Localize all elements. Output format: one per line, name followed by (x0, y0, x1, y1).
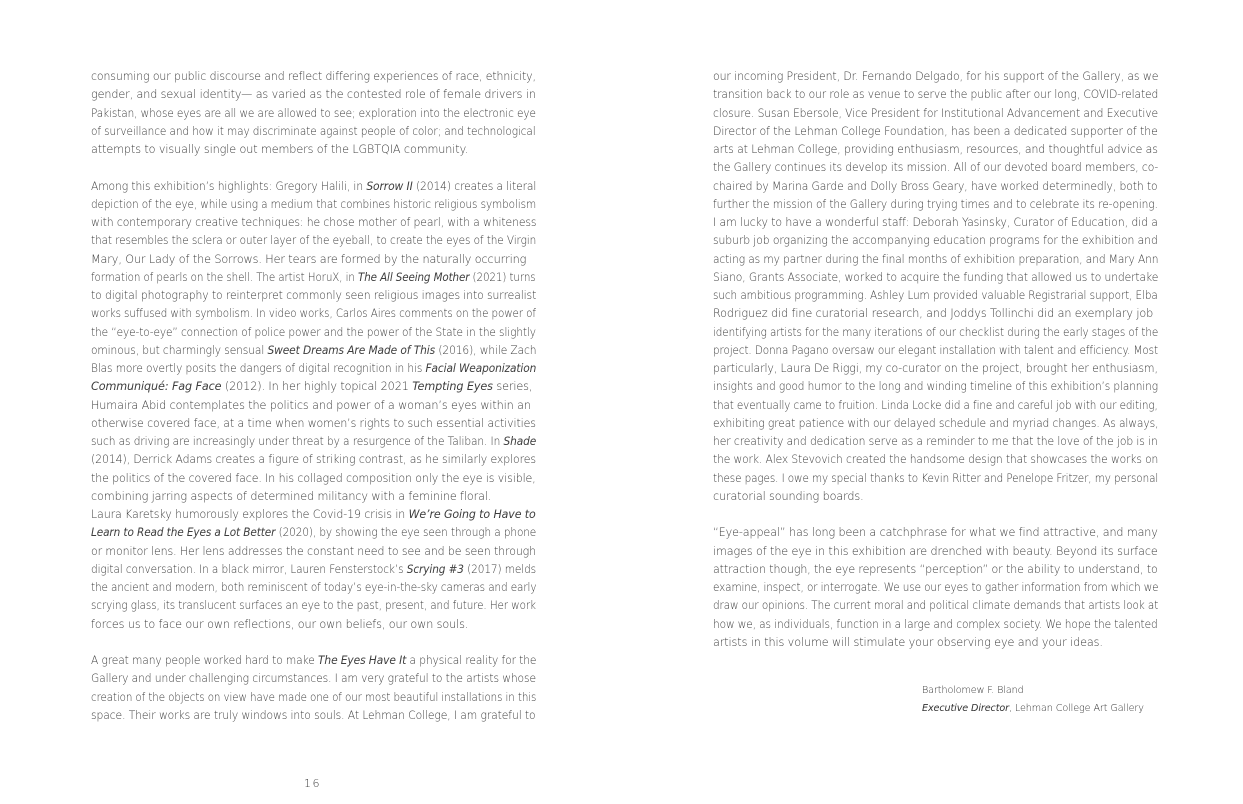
text-line (713, 305, 1158, 323)
text-segment: such ambitious programming. Ashley Lum provided valuable Registrarial support, Elba (713, 289, 1158, 302)
text-line (91, 524, 537, 542)
text-segment: with contemporary creative techniques: he chose mother of pearl, with a whiteness (91, 216, 537, 229)
text-line (713, 561, 1158, 579)
text-line (713, 597, 1159, 615)
text-line (91, 269, 536, 287)
text-line (713, 68, 1159, 86)
paragraph-break (91, 159, 536, 177)
text-line (91, 342, 537, 360)
text-line (713, 488, 1158, 506)
text-line (713, 433, 1158, 451)
text-segment: Gallery and under challenging circumstances. I am very grateful to the artists whose (91, 672, 536, 686)
text-segment: curatorial sounding boards. (713, 489, 864, 503)
signature-institution: , Lehman College Art Gallery (1009, 702, 1144, 714)
text-segment: (2012). In her highly topical 2021 (221, 380, 413, 394)
artwork-title: Tempting Eyes (412, 380, 493, 394)
text-line (91, 415, 536, 433)
text-segment: (2014) creates a literal (412, 179, 537, 193)
text-line (713, 378, 1158, 396)
text-line (91, 360, 537, 378)
text-segment: the ancient and modern, both reminiscent of today’s eye-in-the-sky cameras and early (91, 581, 537, 594)
paragraph-break (713, 506, 1158, 524)
text-segment: (2017) melds (463, 562, 537, 576)
text-segment: Mary, Our Lady of the Sorrows. Her tears are formed by the naturally occurring (91, 252, 527, 266)
right-text-column (713, 68, 1158, 652)
text-line (91, 86, 535, 104)
text-segment: (2020), by showing the eye seen through a phone (275, 526, 537, 540)
text-segment: the Gallery continues its develop its mission. All of our devoted board members, co- (713, 161, 1159, 175)
text-segment: the work. Alex Stevovich created the handsome design that showcases the works on (713, 453, 1159, 467)
text-line (91, 579, 537, 597)
text-segment: images of the eye in this exhibition are drenched with beauty. Beyond its surface (713, 544, 1158, 558)
text-line (713, 105, 1158, 123)
text-segment: attempts to visually single out members of the LGBTQIA community. (91, 143, 468, 156)
artwork-title: Learn to Read the Eyes a Lot Better (91, 526, 276, 540)
text-line (713, 634, 1158, 652)
text-line (713, 86, 1159, 104)
text-segment: gender, and sexual identity— as varied as the contested role of female drivers in (91, 88, 536, 102)
text-segment: chaired by Marina Garde and Dolly Bross Geary, have worked determinedly, both to (713, 179, 1158, 193)
text-line (91, 196, 537, 214)
text-line (91, 652, 537, 670)
text-segment: suburb job organizing the accompanying education programs for the exhibition and (713, 234, 1158, 248)
text-segment: Blas more overtly posits the dangers of digital recognition in his (91, 362, 426, 375)
text-line (713, 269, 1159, 287)
text-line (713, 360, 1158, 378)
text-segment: combining jarring aspects of determined militancy with a feminine floral. (91, 489, 492, 503)
artwork-title: Scrying #3 (406, 562, 464, 576)
text-line (713, 397, 1158, 415)
text-segment: (2021) turns (469, 270, 536, 284)
artwork-title: Sorrow II (366, 179, 413, 193)
text-line (713, 470, 1159, 488)
signature-title-line (922, 700, 1144, 718)
text-segment: closure. Susan Ebersole, Vice President for Institutional Advancement and Executive (713, 106, 1158, 120)
text-segment: draw our opinions. The current moral and political climate demands that artists look at (713, 599, 1159, 613)
text-line (91, 68, 536, 86)
text-line (713, 451, 1159, 469)
text-segment: particularly, Laura De Riggi, my co-curator on the project, brought her enthusiasm, (713, 362, 1158, 375)
text-line (91, 561, 537, 579)
text-segment: digital conversation. In a black mirror, Lauren Fensterstock’s (91, 562, 407, 576)
text-segment: formation of pearls on the shell. The artist HoruX, in (91, 270, 359, 284)
text-line (713, 251, 1159, 269)
artwork-title: The Eyes Have It (318, 654, 407, 667)
text-line (713, 579, 1159, 597)
text-line (91, 707, 536, 725)
text-segment: A great many people worked hard to make (91, 654, 319, 667)
text-segment: artists in this volume will stimulate your observing eye and your ideas. (713, 635, 1103, 649)
text-segment: forces us to face our own reflections, our own beliefs, our own souls. (91, 617, 469, 631)
text-line (91, 597, 536, 615)
text-line (91, 488, 536, 506)
text-segment: that eventually came to fruition. Linda Locke did a fine and careful job with our editing, (713, 398, 1158, 412)
text-line (713, 141, 1158, 159)
page-number: 16 (304, 777, 321, 790)
text-segment: the “eye-to-eye” connection of police power and the power of the State in the slightly (91, 325, 536, 339)
text-segment: examine, inspect, or interrogate. We use our eyes to gather information from which we (713, 581, 1159, 594)
text-line (713, 287, 1158, 305)
artwork-title: Shade (503, 435, 537, 448)
text-segment: works suffused with symbolism. In video works, Carlos Aires comments on the power of (91, 307, 536, 321)
text-segment: the politics of the covered face. In his collaged composition only the eye is visible, (91, 471, 536, 485)
text-segment: our incoming President, Dr. Fernando Delgado, for his support of the Gallery, as we (713, 70, 1159, 83)
text-segment: otherwise covered face, at a time when women’s rights to such essential activities (91, 416, 536, 430)
text-segment: consuming our public discourse and reflect differing experiences of race, ethnicity, (91, 70, 536, 83)
text-line (713, 324, 1159, 342)
signature-name: Bartholomew F. Bland (922, 685, 1024, 696)
text-line (91, 141, 536, 159)
text-segment: (2014), Derrick Adams creates a figure of striking contrast, as he similarly explores (91, 453, 536, 467)
text-segment: a physical reality for the (406, 654, 537, 667)
text-segment: insights and good humor to the long and winding timeline of this exhibition’s planning (713, 380, 1158, 394)
text-segment: identifying artists for the many iterations of our checklist during the early stages of the (713, 325, 1159, 339)
text-segment: project. Donna Pagano oversaw our elegant installation with talent and efficiency. Most (713, 343, 1158, 357)
text-line (713, 616, 1158, 634)
text-segment: or monitor lens. Her lens addresses the constant need to see and be seen through (91, 544, 537, 558)
text-segment: space. Their works are truly windows into souls. At Lehman College, I am grateful to (91, 708, 536, 722)
text-line (91, 232, 537, 250)
text-line (91, 214, 537, 232)
text-line (91, 178, 537, 196)
text-line (91, 689, 537, 707)
artwork-title: Sweet Dreams Are Made of This (267, 343, 436, 357)
text-segment: series, (492, 380, 533, 394)
text-line (91, 616, 536, 634)
text-segment: how we, as individuals, function in a large and complex society. We hope the talented (713, 617, 1158, 631)
text-line (91, 287, 537, 305)
text-segment: Siano, Grants Associate, worked to acquire the funding that allowed us to undertake (713, 270, 1159, 284)
text-segment: such as driving are increasingly under threat by a resurgence of the Taliban. In (91, 435, 504, 448)
text-line (713, 214, 1158, 232)
text-segment: (2016), while Zach (435, 343, 537, 357)
text-line (91, 397, 536, 415)
text-line (713, 123, 1158, 141)
artwork-title: The All Seeing Mother (358, 270, 470, 284)
text-segment: Humaira Abid contemplates the politics and power of a woman’s eyes within an (91, 398, 531, 412)
text-segment: Director of the Lehman College Foundation, has been a dedicated supporter of the (713, 124, 1158, 138)
text-segment: Laura Karetsky humorously explores the Covid-19 crisis in (91, 508, 409, 521)
text-line (91, 324, 536, 342)
text-line (713, 196, 1158, 214)
text-segment: that resembles the sclera or outer layer of the eyeball, to create the eyes of the Virgin (91, 234, 537, 248)
artwork-title: Communiqué: Fag Face (91, 380, 222, 394)
text-segment: “Eye-appeal” has long been a catchphrase for what we find attractive, and many (713, 526, 1158, 540)
text-line (91, 105, 536, 123)
text-segment: Among this exhibition’s highlights: Gregory Halili, in (91, 179, 367, 193)
text-segment: to digital photography to reinterpret commonly seen religious images into surrealist (91, 289, 537, 302)
text-line (91, 506, 536, 524)
text-line (91, 305, 536, 323)
signature-title: Executive Director (922, 702, 1010, 714)
left-text-column (91, 68, 536, 725)
text-line (91, 433, 537, 451)
text-segment: these pages. I owe my special thanks to Kevin Ritter and Penelope Fritzer, my personal (713, 471, 1159, 485)
text-segment: Pakistan, whose eyes are all we are allowed to see; exploration into the electronic eye (91, 106, 536, 120)
text-line (91, 670, 536, 688)
artwork-title: Facial Weaponization (425, 362, 537, 375)
text-segment: exhibiting great patience with our delayed schedule and myriad changes. As always, (713, 416, 1159, 430)
text-segment: transition back to our role as venue to serve the public after our long, COVID-related (713, 88, 1159, 102)
text-line (91, 123, 536, 141)
text-line (713, 232, 1158, 250)
paragraph-break (91, 634, 536, 652)
text-segment: scrying glass, its translucent surfaces an eye to the past, present, and future. Her work (91, 599, 536, 613)
text-segment: attraction though, the eye represents “perception” or the ability to understand, to (713, 562, 1158, 576)
text-line (713, 524, 1156, 542)
text-line (713, 178, 1158, 196)
text-line (713, 159, 1159, 177)
text-line (713, 543, 1157, 561)
text-line (91, 470, 536, 488)
text-line (91, 543, 537, 561)
text-segment: arts at Lehman College, providing enthusiasm, resources, and thoughtful advice as (713, 143, 1158, 156)
text-segment: I am lucky to have a wonderful staff: Deborah Yasinsky, Curator of Education, did a (713, 216, 1158, 229)
text-line (91, 451, 536, 469)
text-line (91, 251, 536, 269)
text-segment: ominous, but charmingly sensual (91, 343, 268, 357)
artwork-title: We’re Going to Have to (408, 508, 536, 521)
signature-block (922, 682, 1144, 717)
text-segment: her creativity and dedication serve as a reminder to me that the love of the job is in (713, 435, 1158, 448)
text-line (713, 415, 1159, 433)
text-segment: further the mission of the Gallery during trying times and to celebrate its re-opening. (713, 197, 1158, 211)
text-segment: depiction of the eye, while using a medium that combines historic religious symbolism (91, 197, 537, 211)
text-segment: creation of the objects on view have made one of our most beautiful installations in this (91, 690, 537, 704)
text-segment: acting as my partner during the final months of exhibition preparation, and Mary Ann (713, 252, 1159, 266)
text-line (91, 378, 536, 396)
text-segment: of surveillance and how it may discriminate against people of color; and technological (91, 124, 536, 138)
text-line (713, 342, 1158, 360)
text-segment: Rodriguez did fine curatorial research, and Joddys Tollinchi did an exemplary job (713, 307, 1154, 321)
